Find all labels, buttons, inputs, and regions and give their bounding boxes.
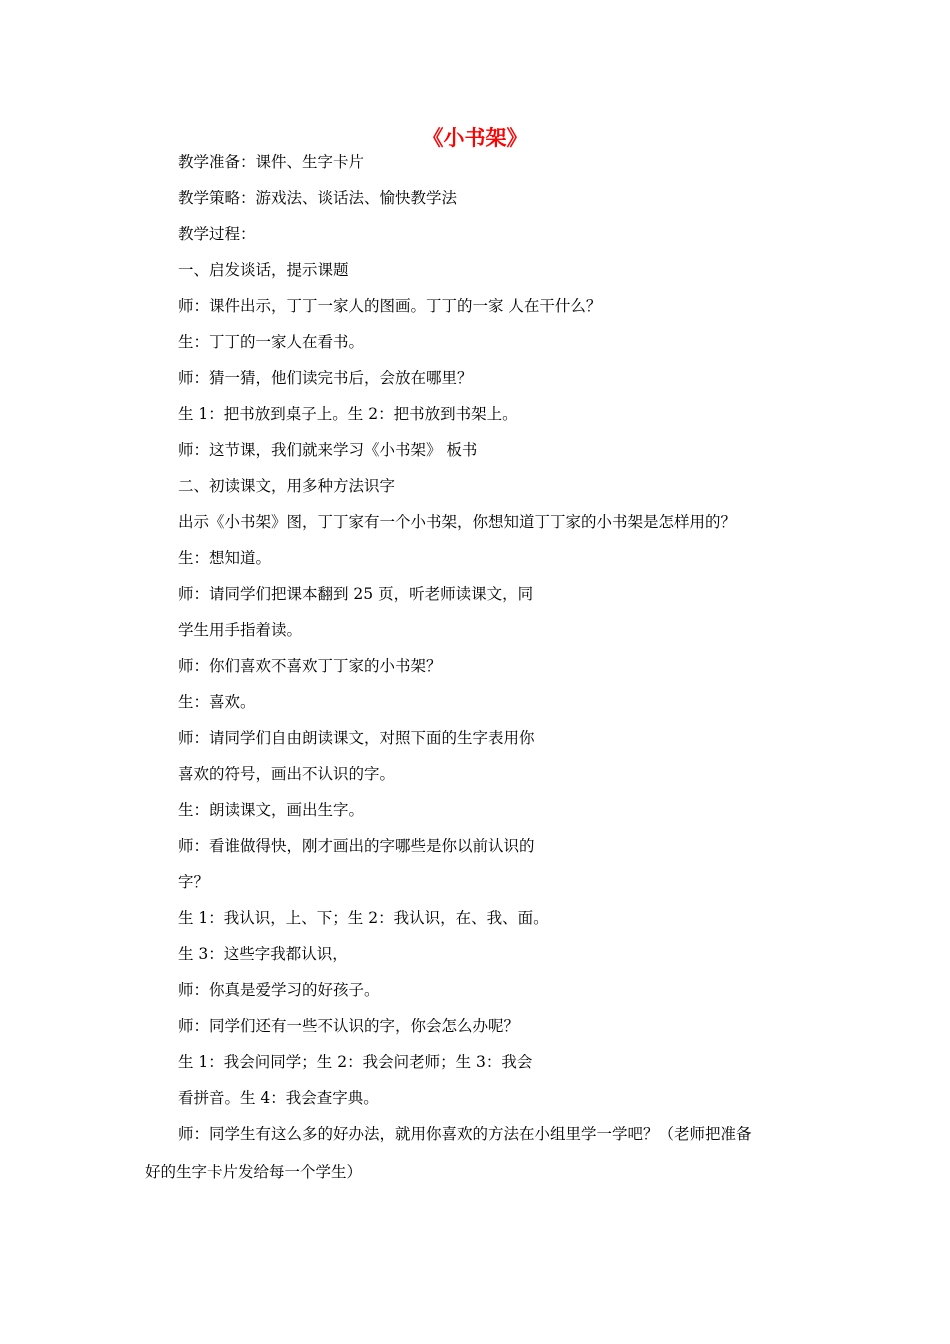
paragraph: 师：猜一猜，他们读完书后，会放在哪里？ (178, 369, 473, 387)
paragraph: 生：想知道。 (178, 549, 272, 567)
paragraph: 字？ (178, 873, 210, 891)
paragraph: 师：这节课，我们就来学习《小书架》 板书 (178, 441, 478, 459)
section-heading: 二、初读课文，用多种方法识字 (178, 477, 396, 495)
paragraph: 师：课件出示，丁丁一家人的图画。丁丁的一家 人在干什么？ (178, 297, 602, 315)
paragraph: 教学准备：课件、生字卡片 (178, 153, 365, 171)
paragraph: 生 1：我认识，上、下；生 2：我认识，在、我、面。 (178, 909, 549, 927)
paragraph: 看拼音。生 4：我会查字典。 (178, 1089, 379, 1107)
paragraph: 生 1：把书放到桌子上。生 2：把书放到书架上。 (178, 405, 518, 423)
paragraph: 教学策略：游戏法、谈话法、愉快教学法 (178, 189, 458, 207)
paragraph: 师：请同学们自由朗读课文，对照下面的生字表用你 (178, 729, 535, 747)
paragraph: 出示《小书架》图，丁丁家有一个小书架，你想知道丁丁家的小书架是怎样用的？ (178, 513, 737, 531)
paragraph: 师：看谁做得快，刚才画出的字哪些是你以前认识的 (178, 837, 535, 855)
paragraph: 生 3：这些字我都认识， (178, 945, 348, 963)
section-heading: 一、启发谈话，提示课题 (178, 261, 349, 279)
paragraph: 师：同学们还有一些不认识的字，你会怎么办呢？ (178, 1017, 520, 1035)
paragraph: 生：丁丁的一家人在看书。 (178, 333, 365, 351)
paragraph: 师：你们喜欢不喜欢丁丁家的小书架？ (178, 657, 442, 675)
paragraph: 生：朗读课文，画出生字。 (178, 801, 365, 819)
paragraph: 好的生字卡片发给每一个学生） (145, 1163, 363, 1181)
paragraph: 师：同学生有这么多的好办法，就用你喜欢的方法在小组里学一学吧？（老师把准备 (178, 1125, 752, 1143)
paragraph: 生 1：我会问同学；生 2：我会问老师；生 3：我会 (178, 1053, 533, 1071)
paragraph: 喜欢的符号，画出不认识的字。 (178, 765, 396, 783)
paragraph: 师：请同学们把课本翻到 25 页，听老师读课文，同 (178, 585, 534, 603)
paragraph: 教学过程： (178, 225, 256, 243)
document-title: 《小书架》 (422, 125, 528, 150)
paragraph: 师：你真是爱学习的好孩子。 (178, 981, 380, 999)
paragraph: 学生用手指着读。 (178, 621, 303, 639)
paragraph: 生：喜欢。 (178, 693, 256, 711)
